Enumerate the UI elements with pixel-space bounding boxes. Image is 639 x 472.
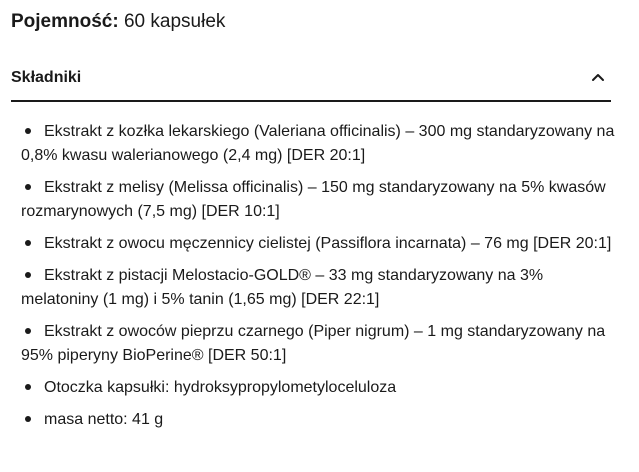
list-item <box>21 232 621 256</box>
bullet-icon <box>25 416 31 422</box>
bullet-icon <box>25 240 31 246</box>
ingredient-text: Ekstrakt z owoców pieprzu czarnego (Piper nigrum) – 1 mg standaryzowany na 95% piperyny BioPerine® [DER 50:1] <box>21 323 606 364</box>
bullet-icon <box>25 128 31 134</box>
capacity-value: 60 kapsułek <box>123 11 226 32</box>
bullet-icon <box>25 328 31 334</box>
ingredient-text: Ekstrakt z melisy (Melissa officinalis) – 150 mg standaryzowany na 5% kwasów rozmarynowych (7,5 mg) [DER 10:1] <box>21 179 606 220</box>
bullet-icon <box>25 384 31 390</box>
chevron-up-icon[interactable] <box>591 72 605 82</box>
bullet-icon <box>25 272 31 278</box>
ingredient-text: masa netto: 41 g <box>44 411 164 428</box>
ingredient-text: Ekstrakt z kozłka lekarskiego (Valeriana officinalis) – 300 mg standaryzowany na 0,8% kwasu walerianowego (2,4 mg) [DER 20:1] <box>21 123 615 164</box>
list-item <box>21 264 621 312</box>
ingredients-accordion-header[interactable] <box>11 61 611 102</box>
ingredient-text: Ekstrakt z pistacji Melostacio-GOLD® – 33 mg standaryzowany na 3% melatoniny (1 mg) i 5% tanin (1,65 mg) [DER 22:1] <box>21 267 544 308</box>
ingredient-text: Otoczka kapsułki: hydroksypropylometyloceluloza <box>44 379 397 396</box>
list-item <box>21 120 621 168</box>
list-item <box>21 176 621 224</box>
list-item <box>21 408 621 432</box>
accordion-title: Składniki <box>11 69 82 86</box>
ingredients-list <box>21 120 621 440</box>
ingredient-text: Ekstrakt z owocu męczennicy cielistej (Passiflora incarnata) – 76 mg [DER 20:1] <box>44 235 612 252</box>
list-item <box>21 320 621 368</box>
bullet-icon <box>25 184 31 190</box>
list-item <box>21 376 621 400</box>
capacity-label: Pojemność: <box>11 11 119 32</box>
capacity-row <box>11 10 225 34</box>
